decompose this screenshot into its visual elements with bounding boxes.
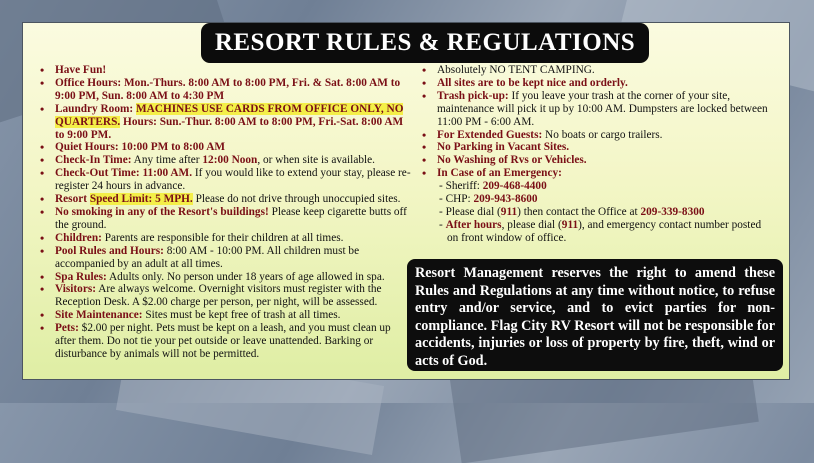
rule-item — [33, 245, 413, 271]
rule-keyword: No Parking in Vacant Sites. — [437, 141, 570, 154]
rules-sign-panel — [22, 22, 790, 380]
rules-list-right — [415, 64, 775, 180]
rule-keyword: 209-468-4400 — [482, 180, 547, 193]
rule-item — [33, 77, 413, 103]
rule-keyword: Pets: — [55, 322, 79, 335]
rule-text: - Please dial ( — [439, 205, 501, 218]
rule-item — [33, 154, 413, 167]
rule-keyword: Resort — [55, 193, 90, 206]
management-notice: Resort Management reserves the right to amend these Rules and Regulations at any time without notice, to refuse entry and/or service, and to evict parties for non-compliance. Flag City RV Resort will not be responsible for accidents, injuries or loss of property by fire, theft, wind or acts of God. — [407, 259, 783, 371]
emergency-contacts — [415, 180, 775, 245]
rule-text: 8:00 AM - 10:00 PM. All children must be accompanied by an adult at all times. — [55, 244, 360, 270]
highlighted-text: Speed Limit: 5 MPH. — [89, 193, 193, 206]
bullet-icon: • — [422, 153, 427, 168]
bullet-icon: • — [40, 166, 45, 181]
rule-item — [415, 154, 775, 167]
bullet-icon: • — [422, 63, 427, 77]
rule-item — [33, 193, 413, 206]
rules-column-left — [33, 64, 413, 361]
rule-keyword: Office Hours: Mon.-Thurs. 8:00 AM to 8:00 PM, Fri. & Sat. 8:00 AM to 9:00 PM, Sun. 8:00 AM to 4:30 PM — [55, 76, 401, 102]
bullet-icon: • — [40, 101, 45, 116]
rules-list-left — [33, 64, 413, 361]
rule-text: Absolutely NO TENT CAMPING. — [437, 64, 595, 76]
rule-keyword: No smoking in any of the Resort's buildings! — [55, 205, 269, 218]
rule-keyword: Check-In Time: — [55, 154, 132, 167]
rule-item — [415, 141, 775, 154]
rule-item — [415, 129, 775, 142]
rule-keyword: Check-Out Time: 11:00 AM. — [55, 167, 193, 180]
bullet-icon: • — [422, 88, 427, 103]
bullet-icon: • — [40, 204, 45, 219]
rule-item — [33, 103, 413, 142]
rule-keyword: Hours: Sun.-Thur. 8:00 AM to 8:00 PM, Fri.-Sat. 8:00 AM to 9:00 PM. — [55, 115, 404, 141]
rule-keyword: 911 — [500, 205, 518, 218]
highlighted-text: MACHINES USE CARDS FROM OFFICE ONLY, NO QUARTERS. — [55, 102, 404, 128]
rule-text: If you would like to extend your stay, please re-register 24 hours in advance. — [55, 167, 411, 193]
bullet-icon: • — [40, 321, 45, 336]
rule-text: Please keep cigarette butts off the ground. — [55, 205, 407, 231]
emergency-contact-line — [437, 219, 775, 245]
emergency-contact-line — [437, 193, 775, 206]
rule-keyword: Pool Rules and Hours: — [55, 244, 164, 257]
rule-item — [33, 206, 413, 232]
rule-item — [33, 167, 413, 193]
rule-keyword: Spa Rules: — [55, 270, 107, 283]
rule-keyword: Quiet Hours: 10:00 PM to 8:00 AM — [55, 141, 226, 154]
rule-keyword: All sites are to be kept nice and orderly. — [437, 76, 628, 89]
rule-item — [33, 64, 413, 77]
rule-text: ), and emergency contact number posted on front window of office. — [447, 218, 762, 244]
rule-keyword: 911 — [561, 218, 579, 231]
rule-keyword: For Extended Guests: — [437, 128, 543, 141]
rule-text: , please dial ( — [501, 218, 562, 231]
rule-text: - Sheriff: — [439, 180, 483, 193]
rules-column-right — [415, 64, 775, 245]
bullet-icon: • — [40, 192, 45, 207]
rule-item — [33, 283, 413, 309]
bullet-icon: • — [422, 166, 427, 181]
bullet-icon: • — [422, 75, 427, 90]
rule-item — [415, 90, 775, 129]
rule-keyword: 12:00 Noon — [202, 154, 258, 167]
rule-item — [415, 64, 775, 77]
rule-text: Sites must be kept free of trash at all times. — [142, 309, 341, 322]
bullet-icon: • — [40, 282, 45, 297]
rule-text: Please do not drive through unoccupied sites. — [192, 193, 401, 206]
emergency-contact-line — [437, 206, 775, 219]
rule-item — [33, 232, 413, 245]
bullet-icon: • — [40, 308, 45, 323]
bullet-icon: • — [422, 140, 427, 155]
rule-text: Are always welcome. Overnight visitors must register with the Reception Desk. A $2.00 charge per person, per night, will be assessed. — [55, 283, 382, 309]
bullet-icon: • — [40, 269, 45, 284]
rule-item — [415, 167, 775, 180]
rule-item — [33, 141, 413, 154]
rule-text: Adults only. No person under 18 years of age allowed in spa. — [106, 270, 385, 283]
rule-item — [33, 271, 413, 284]
rule-keyword: Laundry Room: — [55, 102, 136, 115]
sign-title: RESORT RULES & REGULATIONS — [201, 23, 649, 63]
rule-text: Any time after — [131, 154, 203, 167]
emergency-contact-line — [437, 180, 775, 193]
rule-keyword: Children: — [55, 231, 102, 244]
rule-text: ) then contact the Office at — [517, 205, 641, 218]
rule-keyword: No Washing of Rvs or Vehicles. — [437, 154, 587, 167]
rule-keyword: Visitors: — [55, 283, 96, 296]
rule-item — [33, 309, 413, 322]
rule-text: , or when site is available. — [257, 154, 375, 167]
bullet-icon: • — [40, 230, 45, 245]
rule-item — [415, 77, 775, 90]
rule-keyword: Site Maintenance: — [55, 309, 143, 322]
rule-text: If you leave your trash at the corner of your site, maintenance will pick it up by 10:00 AM. Dumpsters are locked between 11:00 PM - 6:00 AM. — [437, 89, 768, 128]
bullet-icon: • — [40, 243, 45, 258]
rule-text: - — [439, 218, 446, 231]
rule-keyword: 209-339-8300 — [640, 205, 705, 218]
rule-text: - CHP: — [439, 193, 474, 206]
bullet-icon: • — [40, 140, 45, 155]
bullet-icon: • — [40, 75, 45, 90]
rule-keyword: After hours — [445, 218, 502, 231]
bullet-icon: • — [422, 127, 427, 142]
bullet-icon: • — [40, 63, 45, 77]
rule-keyword: 209-943-8600 — [473, 193, 538, 206]
rule-item — [33, 322, 413, 361]
rule-keyword: Have Fun! — [55, 64, 107, 76]
rule-keyword: In Case of an Emergency: — [437, 167, 562, 180]
rule-keyword: Trash pick-up: — [437, 89, 509, 102]
rule-text: No boats or cargo trailers. — [542, 128, 663, 141]
rule-text: $2.00 per night. Pets must be kept on a leash, and you must clean up after them. Do not tie your pet outside or leave unattended. Barking or disturbance by animals will not be permitted. — [55, 322, 391, 360]
rule-text: Parents are responsible for their children at all times. — [101, 231, 344, 244]
bullet-icon: • — [40, 153, 45, 168]
